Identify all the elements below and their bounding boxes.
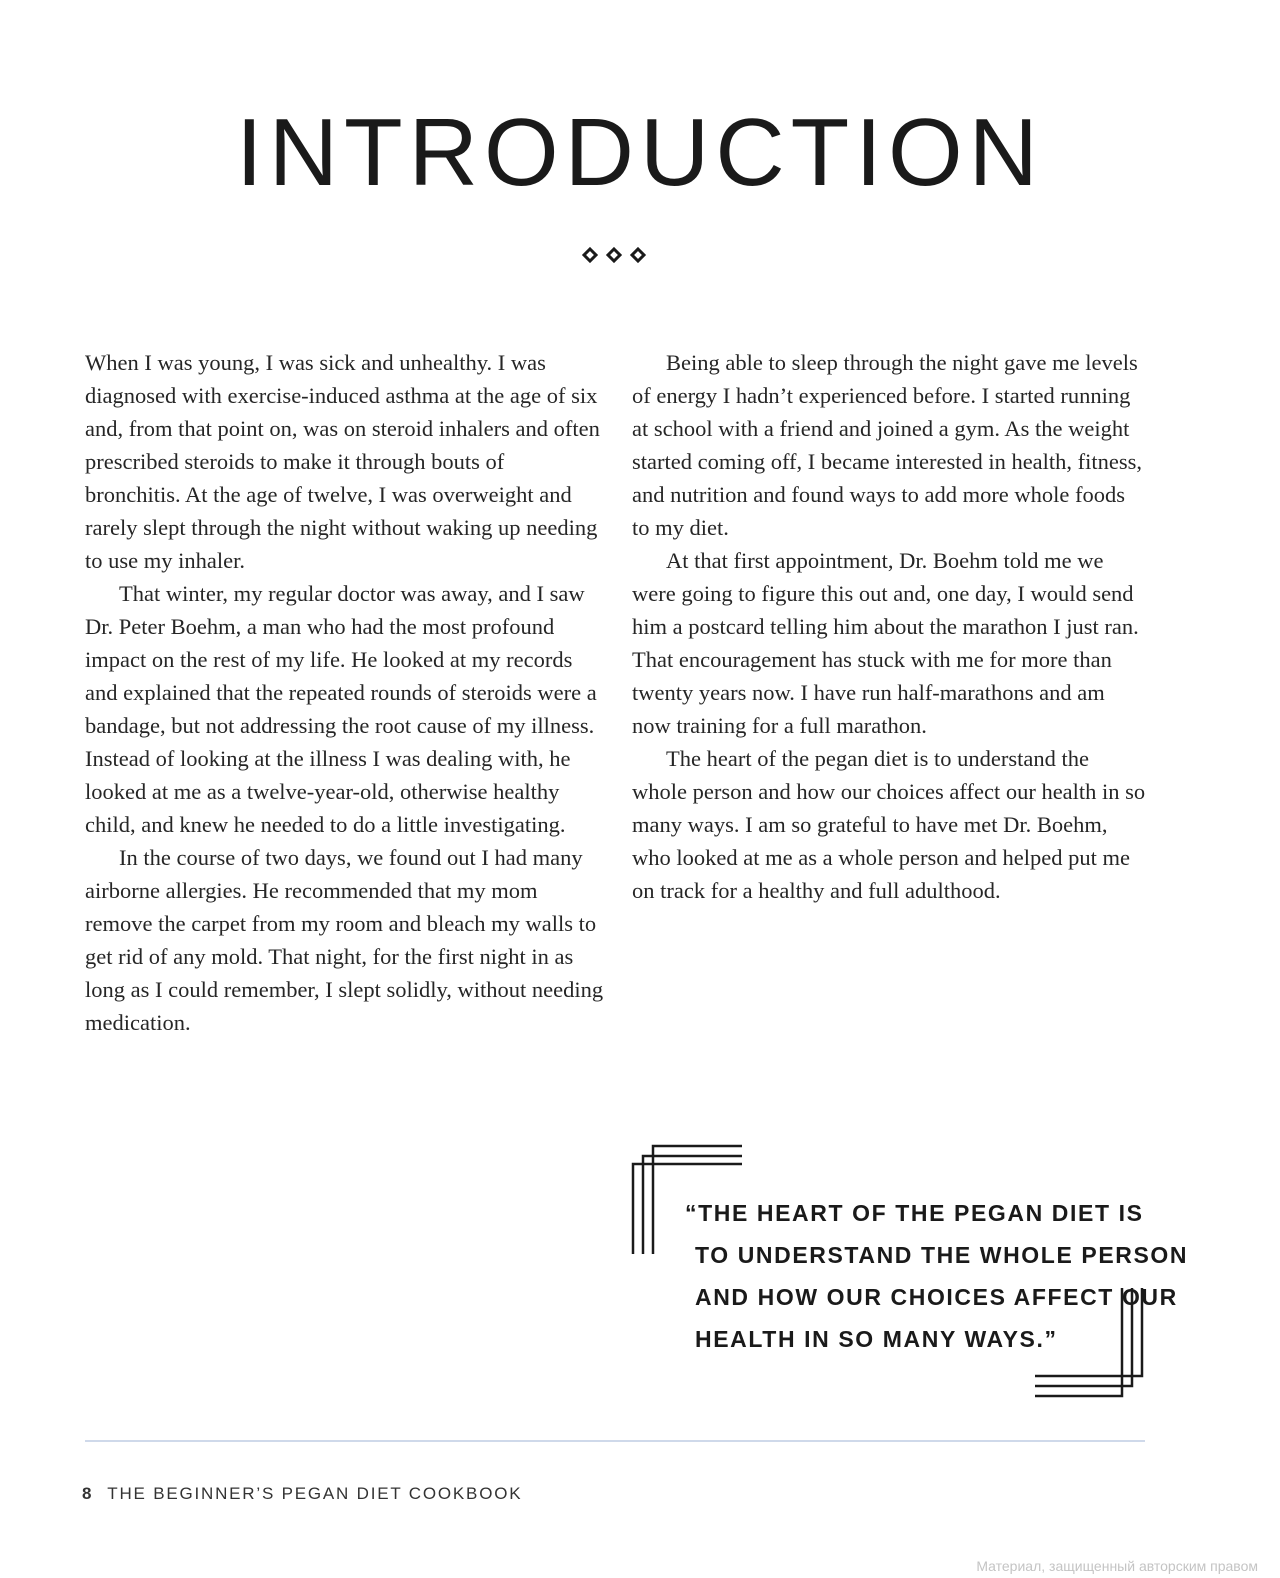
paragraph: Being able to sleep through the night gave me levels of energy I hadn’t experienced before. I started running at school with a friend and joined a gym. As the weight started coming off, I became interested in health, fitness, and nutrition and found ways to add more whole foods to my diet. xyxy=(632,350,1143,540)
quote-line: TO UNDERSTAND THE WHOLE PERSON xyxy=(695,1242,1189,1268)
quote-line: HEALTH IN SO MANY WAYS.” xyxy=(695,1326,1058,1352)
book-title: THE BEGINNER’S PEGAN DIET COOKBOOK xyxy=(107,1484,523,1503)
paragraph: In the course of two days, we found out I had many airborne allergies. He recommended that my mom remove the carpet from my room and bleach my walls to get rid of any mold. That night, for the first night in as long as I could remember, I slept solidly, without needing medication. xyxy=(85,845,604,1035)
three-diamonds-icon xyxy=(578,244,650,266)
left-column xyxy=(85,346,605,1039)
quote-line: “THE HEART OF THE PEGAN DIET IS xyxy=(685,1200,1144,1226)
copyright-watermark: Материал, защищенный авторским правом xyxy=(976,1558,1258,1574)
paragraph: The heart of the pegan diet is to understand the whole person and how our choices affect our health in so many ways. I am so grateful to have met Dr. Boehm, who looked at me as a whole person and helped put me on track for a healthy and full adulthood. xyxy=(632,746,1146,903)
footer-divider xyxy=(85,1440,1145,1442)
right-column xyxy=(632,346,1147,907)
quote-line: AND HOW OUR CHOICES AFFECT OUR xyxy=(695,1284,1178,1310)
pull-quote-text xyxy=(685,1192,1189,1360)
page-number: 8 xyxy=(82,1484,94,1503)
paragraph: At that first appointment, Dr. Boehm told me we were going to figure this out and, one day, I would send him a postcard telling him about the marathon I just ran. That encouragement has stuck with me for more than twenty years now. I have run half-marathons and am now training for a full marathon. xyxy=(632,548,1139,738)
page-footer xyxy=(82,1484,522,1504)
pull-quote xyxy=(630,1142,1189,1402)
paragraph: When I was young, I was sick and unhealthy. I was diagnosed with exercise-induced asthma at the age of six and, from that point on, was on steroid inhalers and often prescribed steroids to make it through bouts of bronchitis. At the age of twelve, I was overweight and rarely slept through the night without waking up needing to use my inhaler. xyxy=(85,350,600,573)
page-title: INTRODUCTION xyxy=(236,99,1044,206)
paragraph: That winter, my regular doctor was away, and I saw Dr. Peter Boehm, a man who had the most profound impact on the rest of my life. He looked at my records and explained that the repeated rounds of steroids were a bandage, but not addressing the root cause of my illness. Instead of looking at the illness I was dealing with, he looked at me as a twelve-year-old, otherwise healthy child, and knew he needed to do a little investigating. xyxy=(85,581,597,837)
